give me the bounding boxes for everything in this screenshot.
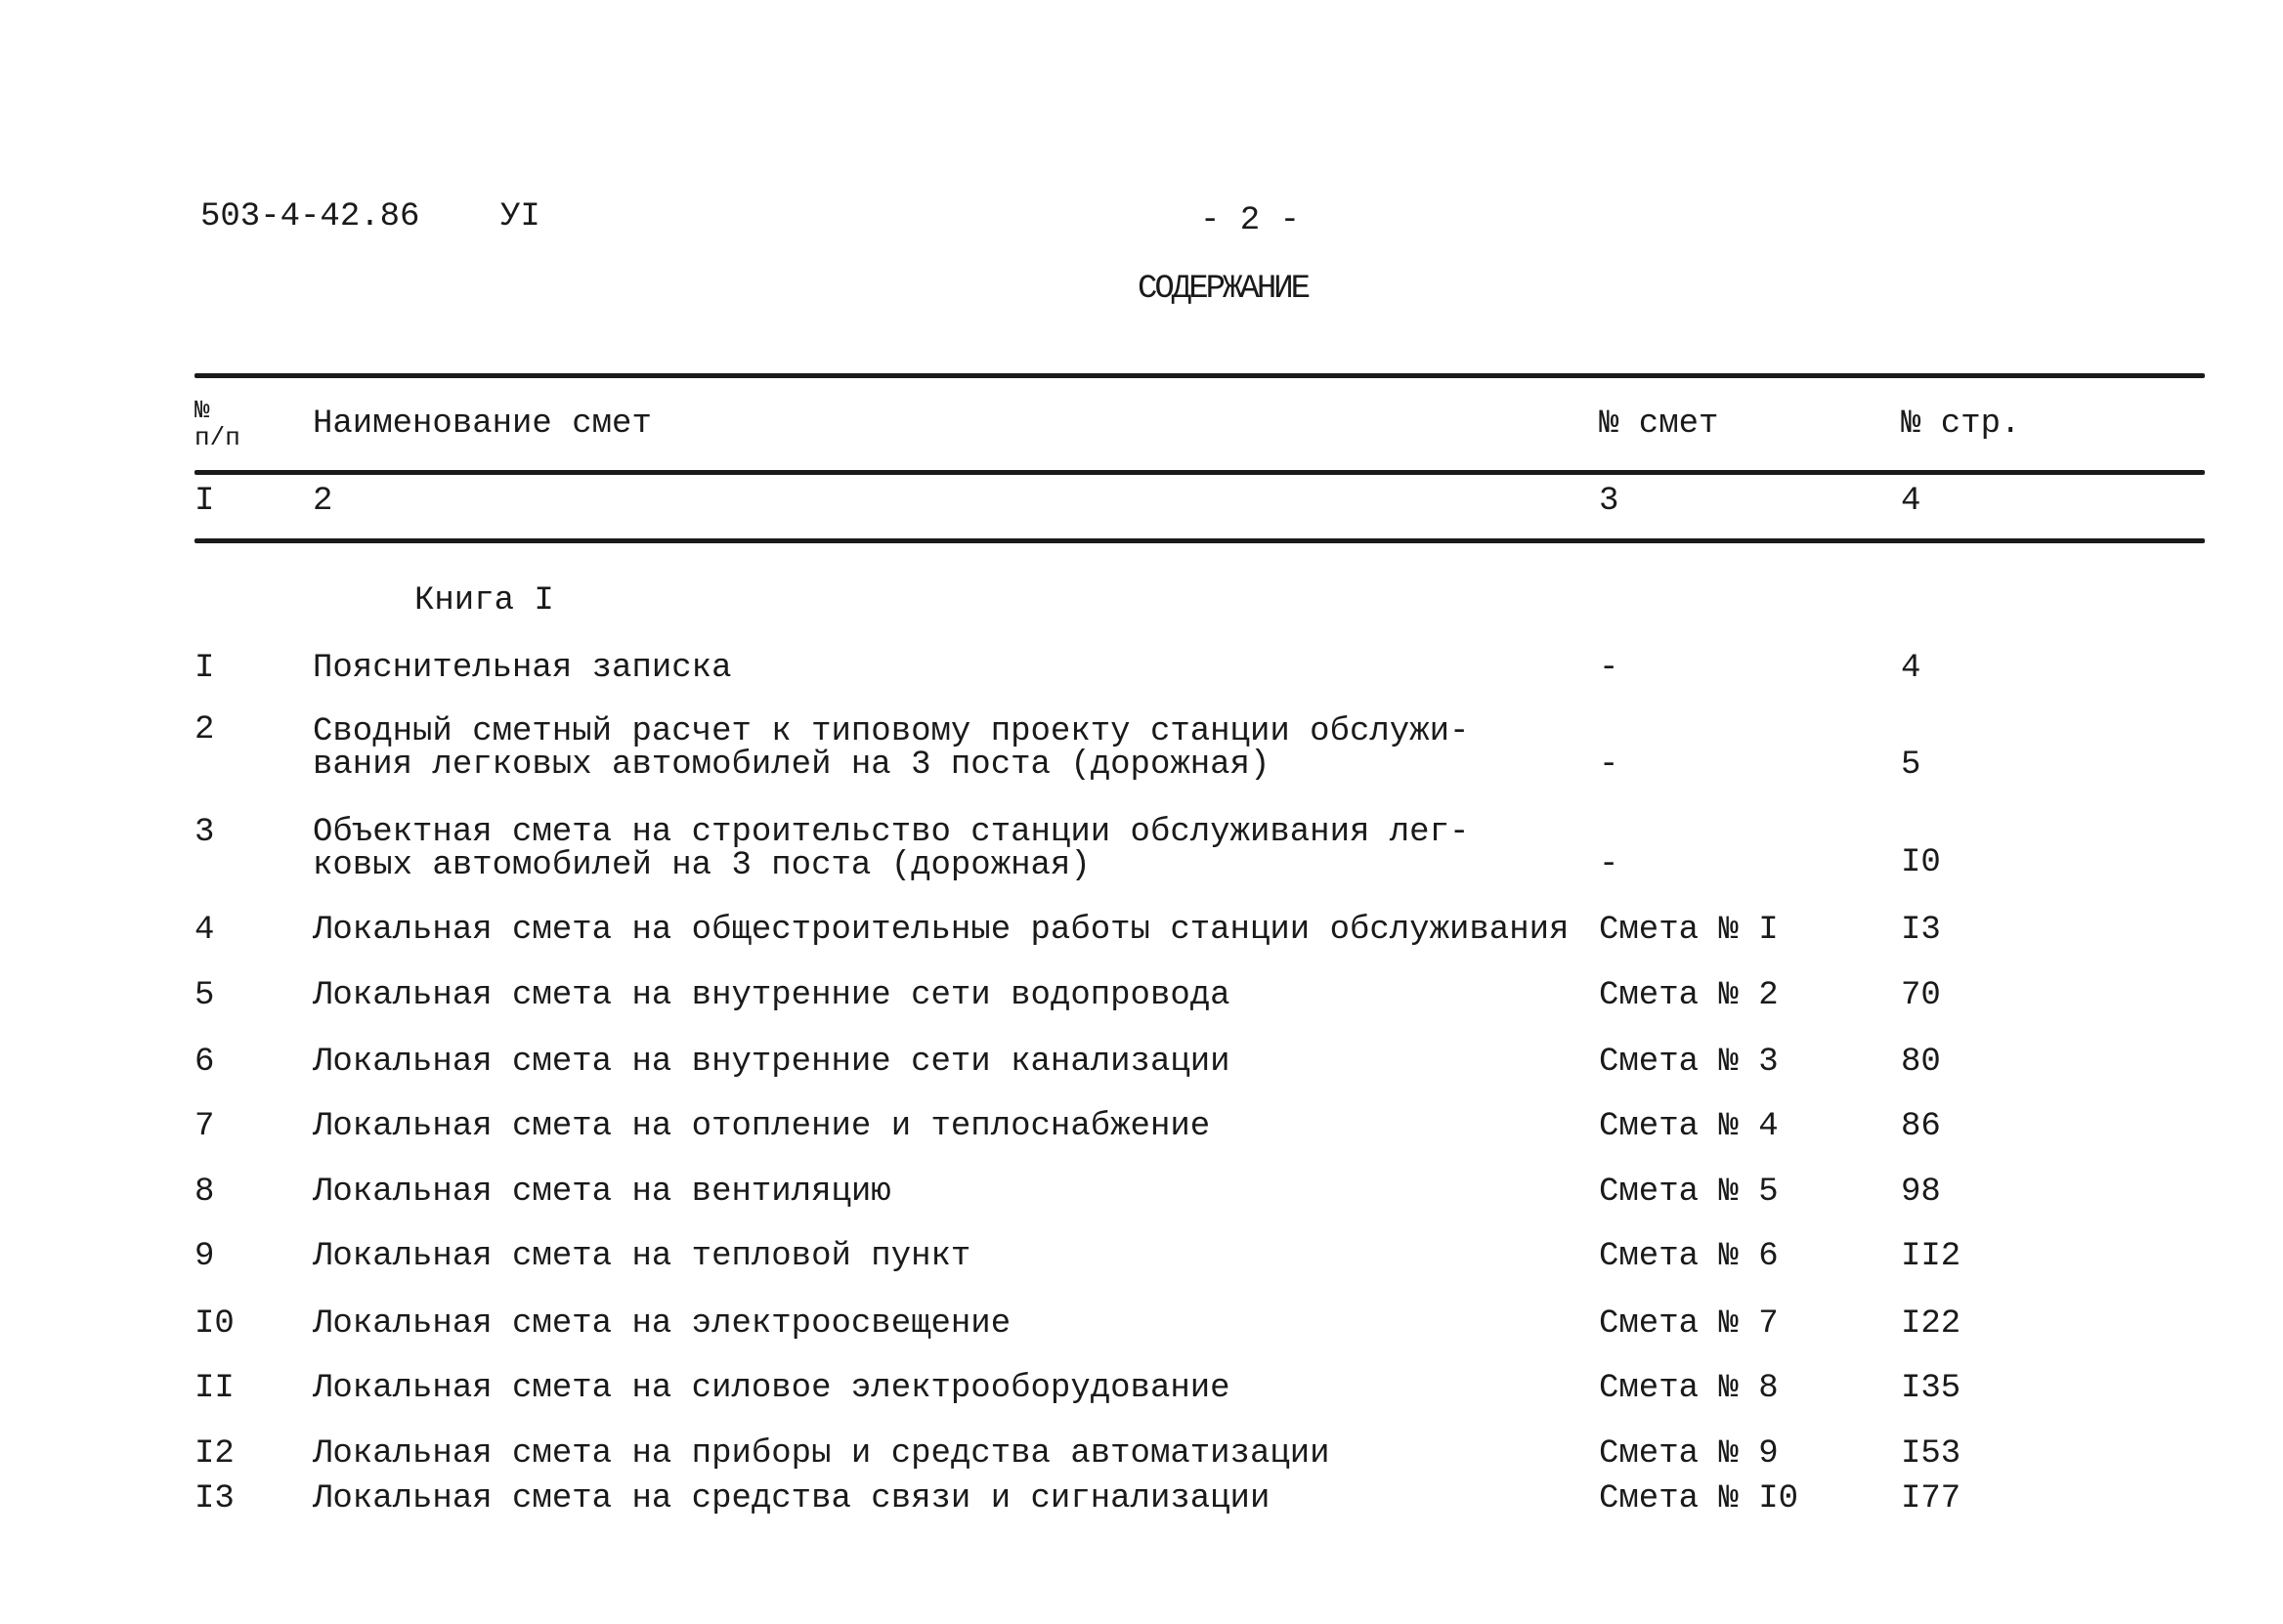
row-estimate: - (1599, 747, 1619, 784)
row-num: 2 (194, 711, 215, 748)
row-estimate: Смета № 5 (1599, 1174, 1779, 1211)
row-num: 8 (194, 1174, 215, 1211)
row-name: Локальная смета на внутренние сети канализации (313, 1044, 1230, 1081)
row-page: 86 (1901, 1108, 1941, 1145)
row-page: 4 (1901, 650, 1921, 687)
row-estimate: Смета № I (1599, 912, 1779, 949)
row-estimate: Смета № 3 (1599, 1044, 1779, 1081)
column-number: 2 (313, 483, 333, 520)
row-num: 4 (194, 912, 215, 949)
row-estimate: Смета № I0 (1599, 1480, 1799, 1517)
row-page: I53 (1901, 1435, 1961, 1473)
page-number: - 2 - (1200, 202, 1301, 239)
row-estimate: Смета № 4 (1599, 1108, 1779, 1145)
row-name: Локальная смета на внутренние сети водопровода (313, 977, 1230, 1014)
row-page: I35 (1901, 1370, 1961, 1407)
row-num: 7 (194, 1108, 215, 1145)
row-estimate: Смета № 7 (1599, 1305, 1779, 1343)
row-name: Объектная смета на строительство станции обслуживания лег- ковых автомобилей на 3 поста (дорожная) (313, 814, 1470, 884)
row-num: I3 (194, 1480, 235, 1517)
row-estimate: Смета № 8 (1599, 1370, 1779, 1407)
row-num: 9 (194, 1238, 215, 1275)
row-num: I (194, 650, 215, 687)
row-estimate: Смета № 2 (1599, 977, 1779, 1014)
column-numbers-rule (194, 538, 2205, 543)
page-title: СОДЕРЖАНИЕ (1138, 271, 1309, 308)
header-rule (194, 470, 2205, 475)
column-number: 3 (1599, 483, 1619, 520)
header-num: № п/п (194, 396, 240, 452)
row-page: I22 (1901, 1305, 1961, 1343)
row-num: II (194, 1370, 235, 1407)
row-estimate: - (1599, 650, 1619, 687)
header-page: № стр. (1901, 406, 2021, 443)
row-name: Локальная смета на электроосвещение (313, 1305, 1012, 1343)
section-heading: Книга I (414, 582, 554, 620)
row-page: 70 (1901, 977, 1941, 1014)
row-name: Локальная смета на силовое электрооборудование (313, 1370, 1230, 1407)
row-page: 5 (1901, 747, 1921, 784)
row-estimate: Смета № 9 (1599, 1435, 1779, 1473)
row-estimate: Смета № 6 (1599, 1238, 1779, 1275)
row-name: Локальная смета на средства связи и сигнализации (313, 1480, 1271, 1517)
row-page: I0 (1901, 844, 1941, 881)
header-estimate: № смет (1599, 406, 1719, 443)
table-top-rule (194, 373, 2205, 378)
row-num: I2 (194, 1435, 235, 1473)
row-name: Сводный сметный расчет к типовому проекту станции обслужи- вания легковых автомобилей на 3 поста (дорожная) (313, 713, 1470, 784)
row-page: 80 (1901, 1044, 1941, 1081)
row-name: Локальная смета на приборы и средства автоматизации (313, 1435, 1330, 1473)
row-num: 5 (194, 977, 215, 1014)
row-page: I3 (1901, 912, 1941, 949)
row-name: Локальная смета на тепловой пункт (313, 1238, 971, 1275)
row-name: Локальная смета на общестроительные работы станции обслуживания (313, 912, 1570, 949)
volume-number: УI (500, 198, 540, 235)
column-number: 4 (1901, 483, 1921, 520)
row-num: I0 (194, 1305, 235, 1343)
column-number: I (194, 483, 215, 520)
row-estimate: - (1599, 846, 1619, 883)
document-code: 503-4-42.86 (200, 198, 420, 235)
row-page: I77 (1901, 1480, 1961, 1517)
row-name: Локальная смета на отопление и теплоснабжение (313, 1108, 1211, 1145)
header-name: Наименование смет (313, 406, 652, 443)
row-page: 98 (1901, 1174, 1941, 1211)
row-num: 3 (194, 814, 215, 851)
row-num: 6 (194, 1044, 215, 1081)
row-name: Локальная смета на вентиляцию (313, 1174, 891, 1211)
row-page: II2 (1901, 1238, 1961, 1275)
row-name: Пояснительная записка (313, 650, 732, 687)
